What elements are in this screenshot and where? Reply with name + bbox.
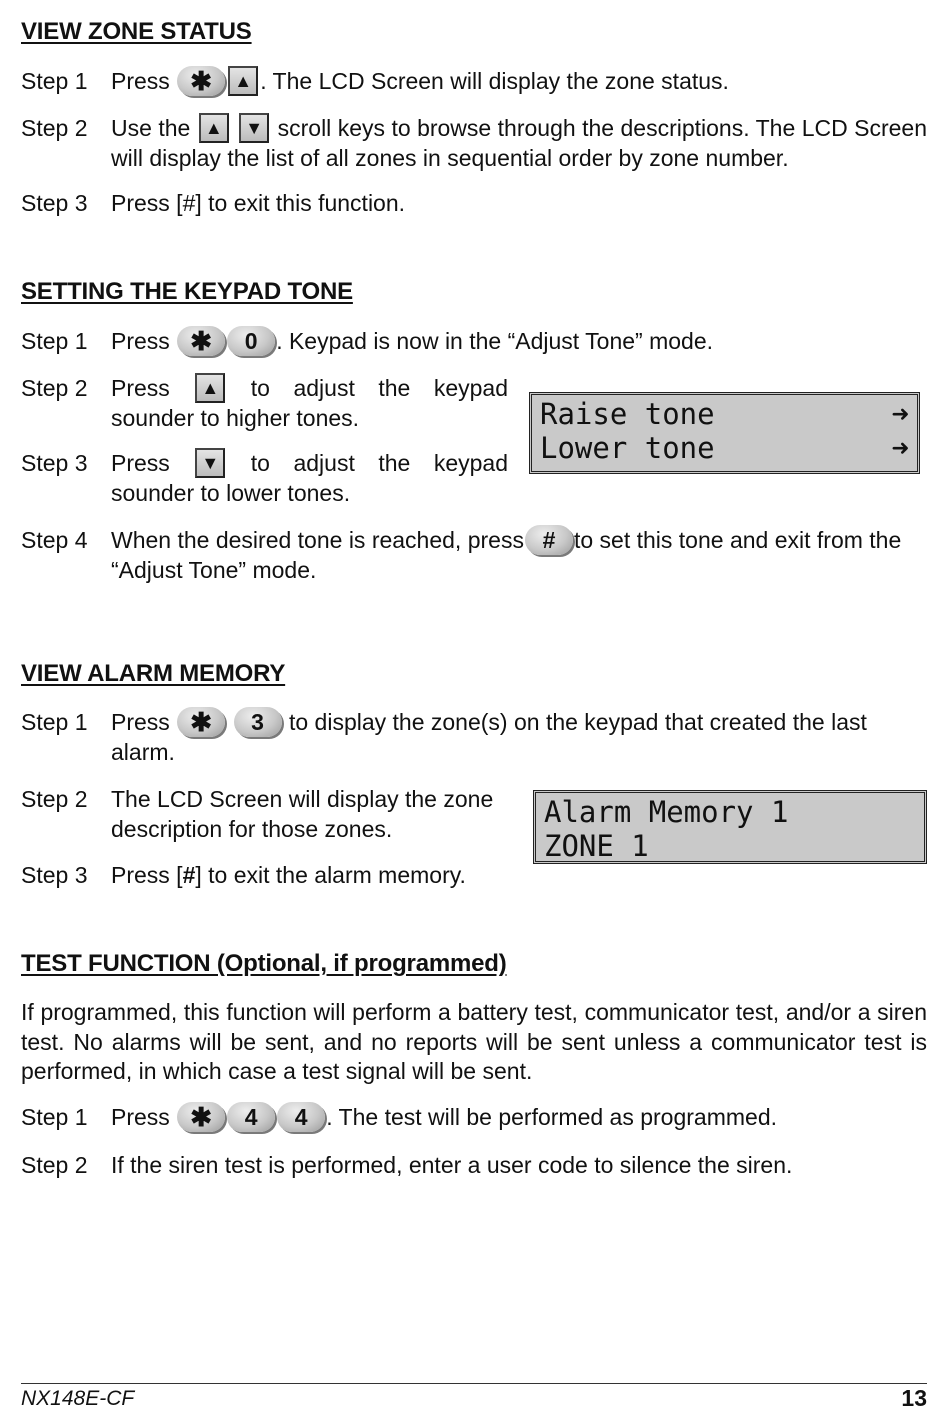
up-arrow-key-icon: ▲ [199,113,229,143]
hash-key-icon: # [525,525,573,555]
lcd-row [540,431,909,465]
footer-document-id: NX148E-CF [21,1387,135,1410]
step-number: Step 2 [21,115,88,141]
step-number: Step 1 [21,328,88,354]
step-text-post: to adjust the keypad sounder to higher tones. [111,375,508,431]
step-number: Step 2 [21,1152,88,1178]
lcd-row [540,397,909,431]
step-number: Step 3 [21,450,88,476]
step-text [111,374,508,433]
test-function-intro: If programmed, this function will perform a battery test, communicator test, and/or a siren test. No alarms will be sent, and no reports will be sent unless a communicator test is performed, in which case a test signal will be sent. [21,999,927,1084]
four-key-icon: 4 [227,1102,275,1132]
step-number: Step 3 [21,862,88,888]
step-text-post: . The test will be performed as programmed. [326,1104,778,1130]
right-arrow-icon: ➜ [891,431,909,465]
footer-divider [21,1383,927,1384]
star-key-icon: ✱ [177,1102,225,1132]
footer-page-number: 13 [901,1385,927,1411]
step-text-pre: Press [ [111,862,183,888]
step-text-pre: Press [111,68,170,94]
step-text [111,449,508,508]
right-arrow-icon: ➜ [891,397,909,431]
up-arrow-key-icon: ▲ [195,373,225,403]
section-heading-keypad-tone: SETTING THE KEYPAD TONE [21,278,353,305]
lcd-display-alarm-memory [533,790,927,864]
step-text [111,708,927,767]
step-text-pre: Use the [111,115,191,141]
lcd-display-adjust-tone [529,392,920,474]
step-text-post: ] to exit the alarm memory. [195,862,466,888]
lcd-line-2: Lower tone [540,431,715,465]
step-text [111,1103,927,1133]
step-text [111,861,927,891]
section-heading-test-function: TEST FUNCTION (Optional, if programmed) [21,950,507,977]
step-text-pre: Press [111,450,170,476]
step-text [111,327,927,357]
step-number: Step 4 [21,527,88,553]
step-text-pre: Press [111,328,170,354]
step-number: Step 2 [21,786,88,812]
step-text [111,67,927,97]
step-text-post: to display the zone(s) on the keypad that created the last alarm. [111,709,867,765]
three-key-icon: 3 [234,707,282,737]
step-text [111,526,927,585]
step-text-post: . The LCD Screen will display the zone status. [260,68,729,94]
star-key-icon: ✱ [177,707,225,737]
step-number: Step 1 [21,1104,88,1130]
lcd-line-2: ZONE 1 [544,829,649,863]
section-heading-alarm-memory: VIEW ALARM MEMORY [21,660,286,687]
lcd-line-1: Raise tone [540,397,715,431]
lcd-line-1: Alarm Memory 1 [544,795,789,829]
step-text-post: . Keypad is now in the “Adjust Tone” mode. [276,328,714,354]
down-arrow-key-icon: ▼ [195,448,225,478]
step-text-pre: Press [111,709,170,735]
up-arrow-key-icon: ▲ [228,66,258,96]
star-key-icon: ✱ [177,326,225,356]
manual-page [21,0,927,1415]
step-text-post: to set this tone and exit from the “Adjust Tone” mode. [111,527,902,583]
star-key-icon: ✱ [177,66,225,96]
step-text: If the siren test is performed, enter a user code to silence the siren. [111,1152,793,1178]
step-number: Step 2 [21,375,88,401]
down-arrow-key-icon: ▼ [239,113,269,143]
step-text: The LCD Screen will display the zone description for those zones. [111,786,494,842]
section-heading-view-zone-status: VIEW ZONE STATUS [21,18,252,45]
hash-symbol: # [182,862,196,888]
step-number: Step 1 [21,68,88,94]
step-number: Step 1 [21,709,88,735]
step-number: Step 3 [21,190,88,216]
step-text-pre: Press [111,375,170,401]
step-text-post: scroll keys to browse through the descriptions. The LCD Screen will display the list of all zones in sequential order by zone number. [111,115,928,171]
step-text-pre: Press [111,1104,170,1130]
step-text [111,114,927,173]
step-text-pre: When the desired tone is reached, press [111,527,524,553]
step-text-post: to adjust the keypad sounder to lower tones. [111,450,508,506]
zero-key-icon: 0 [227,326,275,356]
four-key-icon: 4 [277,1102,325,1132]
step-text: Press [#] to exit this function. [111,190,406,216]
